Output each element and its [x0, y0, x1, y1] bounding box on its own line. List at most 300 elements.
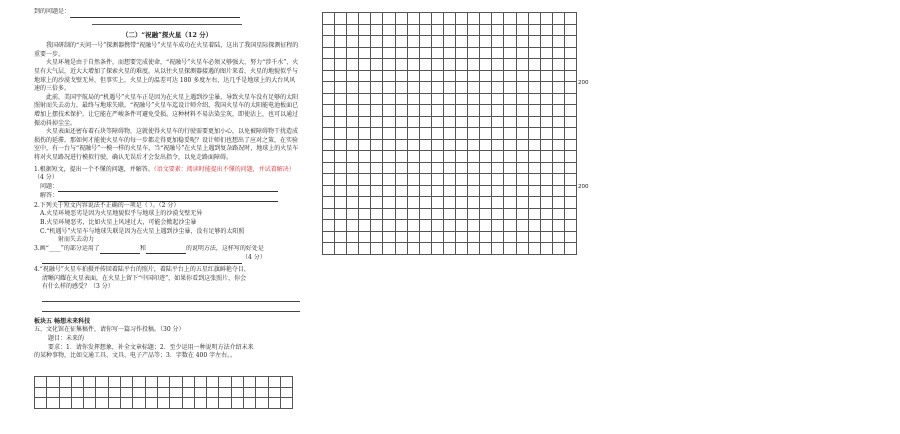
grid-cell[interactable]: [408, 94, 420, 106]
grid-cell[interactable]: [383, 151, 395, 163]
grid-cell[interactable]: [444, 48, 456, 60]
grid-cell[interactable]: [35, 398, 47, 409]
grid-cell[interactable]: [420, 59, 432, 71]
grid-cell[interactable]: [480, 232, 492, 244]
grid-cell[interactable]: [517, 48, 529, 60]
grid-cell[interactable]: [383, 13, 395, 25]
grid-cell[interactable]: [504, 174, 516, 186]
grid-cell[interactable]: [408, 151, 420, 163]
grid-cell[interactable]: [383, 163, 395, 175]
grid-cell[interactable]: [456, 71, 468, 83]
grid-cell[interactable]: [244, 398, 256, 409]
grid-cell[interactable]: [146, 388, 158, 399]
grid-cell[interactable]: [232, 398, 244, 409]
grid-cell[interactable]: [480, 151, 492, 163]
grid-cell[interactable]: [72, 388, 84, 399]
grid-cell[interactable]: [553, 186, 565, 198]
grid-cell[interactable]: [565, 25, 577, 37]
grid-cell[interactable]: [335, 105, 347, 117]
grid-cell[interactable]: [553, 36, 565, 48]
grid-cell[interactable]: [323, 117, 335, 129]
grid-cell[interactable]: [109, 398, 121, 409]
grid-cell[interactable]: [323, 186, 335, 198]
grid-cell[interactable]: [269, 377, 281, 388]
grid-cell[interactable]: [541, 220, 553, 232]
grid-cell[interactable]: [480, 128, 492, 140]
grid-cell[interactable]: [504, 163, 516, 175]
grid-cell[interactable]: [420, 94, 432, 106]
answer-line-2[interactable]: [42, 302, 300, 312]
grid-cell[interactable]: [420, 197, 432, 209]
grid-cell[interactable]: [133, 398, 145, 409]
grid-cell[interactable]: [529, 209, 541, 221]
grid-cell[interactable]: [456, 140, 468, 152]
grid-cell[interactable]: [84, 377, 96, 388]
grid-cell[interactable]: [444, 151, 456, 163]
grid-cell[interactable]: [408, 71, 420, 83]
grid-cell[interactable]: [456, 163, 468, 175]
grid-cell[interactable]: [480, 117, 492, 129]
grid-cell[interactable]: [371, 151, 383, 163]
grid-cell[interactable]: [432, 94, 444, 106]
grid-cell[interactable]: [444, 174, 456, 186]
grid-cell[interactable]: [541, 105, 553, 117]
grid-cell[interactable]: [553, 117, 565, 129]
grid-cell[interactable]: [347, 186, 359, 198]
grid-cell[interactable]: [553, 13, 565, 25]
grid-cell[interactable]: [456, 82, 468, 94]
grid-cell[interactable]: [256, 398, 268, 409]
grid-cell[interactable]: [323, 197, 335, 209]
grid-cell[interactable]: [565, 82, 577, 94]
grid-cell[interactable]: [529, 174, 541, 186]
grid-cell[interactable]: [480, 163, 492, 175]
grid-cell[interactable]: [541, 243, 553, 255]
grid-cell[interactable]: [420, 36, 432, 48]
grid-cell[interactable]: [359, 117, 371, 129]
grid-cell[interactable]: [456, 36, 468, 48]
grid-cell[interactable]: [335, 48, 347, 60]
grid-cell[interactable]: [72, 398, 84, 409]
grid-cell[interactable]: [359, 232, 371, 244]
grid-cell[interactable]: [281, 377, 293, 388]
grid-cell[interactable]: [158, 398, 170, 409]
grid-cell[interactable]: [504, 36, 516, 48]
grid-cell[interactable]: [347, 48, 359, 60]
grid-cell[interactable]: [84, 388, 96, 399]
grid-cell[interactable]: [335, 151, 347, 163]
grid-cell[interactable]: [553, 59, 565, 71]
grid-cell[interactable]: [207, 377, 219, 388]
grid-cell[interactable]: [359, 71, 371, 83]
grid-cell[interactable]: [553, 163, 565, 175]
grid-cell[interactable]: [553, 105, 565, 117]
grid-cell[interactable]: [383, 128, 395, 140]
grid-cell[interactable]: [432, 105, 444, 117]
grid-cell[interactable]: [480, 94, 492, 106]
grid-cell[interactable]: [456, 232, 468, 244]
grid-cell[interactable]: [420, 174, 432, 186]
grid-cell[interactable]: [565, 117, 577, 129]
grid-cell[interactable]: [553, 220, 565, 232]
grid-cell[interactable]: [383, 197, 395, 209]
grid-cell[interactable]: [432, 36, 444, 48]
grid-cell[interactable]: [396, 36, 408, 48]
grid-cell[interactable]: [456, 197, 468, 209]
grid-cell[interactable]: [492, 163, 504, 175]
grid-cell[interactable]: [553, 71, 565, 83]
grid-cell[interactable]: [323, 140, 335, 152]
grid-cell[interactable]: [468, 220, 480, 232]
grid-cell[interactable]: [456, 59, 468, 71]
grid-cell[interactable]: [553, 48, 565, 60]
grid-cell[interactable]: [335, 220, 347, 232]
grid-cell[interactable]: [96, 377, 108, 388]
grid-cell[interactable]: [504, 220, 516, 232]
grid-cell[interactable]: [504, 59, 516, 71]
grid-cell[interactable]: [347, 243, 359, 255]
grid-cell[interactable]: [383, 186, 395, 198]
grid-cell[interactable]: [444, 209, 456, 221]
grid-cell[interactable]: [444, 13, 456, 25]
grid-cell[interactable]: [517, 220, 529, 232]
grid-cell[interactable]: [517, 209, 529, 221]
grid-cell[interactable]: [456, 128, 468, 140]
grid-cell[interactable]: [553, 232, 565, 244]
grid-cell[interactable]: [396, 163, 408, 175]
grid-cell[interactable]: [456, 13, 468, 25]
grid-cell[interactable]: [492, 13, 504, 25]
grid-cell[interactable]: [359, 197, 371, 209]
grid-cell[interactable]: [383, 117, 395, 129]
grid-cell[interactable]: [359, 209, 371, 221]
grid-cell[interactable]: [396, 197, 408, 209]
grid-cell[interactable]: [492, 117, 504, 129]
answer-blank[interactable]: [146, 245, 186, 255]
grid-cell[interactable]: [420, 105, 432, 117]
grid-cell[interactable]: [432, 220, 444, 232]
grid-cell[interactable]: [492, 36, 504, 48]
grid-cell[interactable]: [504, 105, 516, 117]
grid-cell[interactable]: [480, 220, 492, 232]
grid-cell[interactable]: [541, 94, 553, 106]
grid-cell[interactable]: [541, 36, 553, 48]
grid-cell[interactable]: [371, 128, 383, 140]
answer-blank[interactable]: [100, 245, 140, 255]
grid-cell[interactable]: [183, 377, 195, 388]
grid-cell[interactable]: [323, 163, 335, 175]
grid-cell[interactable]: [468, 71, 480, 83]
grid-cell[interactable]: [480, 25, 492, 37]
grid-cell[interactable]: [504, 151, 516, 163]
grid-cell[interactable]: [529, 13, 541, 25]
grid-cell[interactable]: [432, 117, 444, 129]
grid-cell[interactable]: [359, 94, 371, 106]
grid-cell[interactable]: [207, 398, 219, 409]
grid-cell[interactable]: [468, 128, 480, 140]
grid-cell[interactable]: [371, 71, 383, 83]
grid-cell[interactable]: [347, 197, 359, 209]
grid-cell[interactable]: [420, 128, 432, 140]
grid-cell[interactable]: [504, 48, 516, 60]
grid-cell[interactable]: [35, 377, 47, 388]
grid-cell[interactable]: [504, 232, 516, 244]
grid-cell[interactable]: [529, 232, 541, 244]
grid-cell[interactable]: [504, 13, 516, 25]
grid-cell[interactable]: [359, 140, 371, 152]
grid-cell[interactable]: [232, 377, 244, 388]
grid-cell[interactable]: [517, 197, 529, 209]
grid-cell[interactable]: [504, 209, 516, 221]
grid-cell[interactable]: [359, 13, 371, 25]
grid-cell[interactable]: [323, 243, 335, 255]
grid-cell[interactable]: [553, 25, 565, 37]
grid-cell[interactable]: [504, 25, 516, 37]
grid-cell[interactable]: [420, 163, 432, 175]
grid-cell[interactable]: [371, 25, 383, 37]
grid-cell[interactable]: [170, 398, 182, 409]
grid-cell[interactable]: [541, 140, 553, 152]
grid-cell[interactable]: [408, 209, 420, 221]
grid-cell[interactable]: [432, 197, 444, 209]
grid-cell[interactable]: [359, 59, 371, 71]
grid-cell[interactable]: [541, 13, 553, 25]
grid-cell[interactable]: [109, 388, 121, 399]
grid-cell[interactable]: [347, 82, 359, 94]
grid-cell[interactable]: [396, 71, 408, 83]
grid-cell[interactable]: [335, 71, 347, 83]
essay-grid-large[interactable]: [322, 12, 577, 255]
grid-cell[interactable]: [492, 243, 504, 255]
grid-cell[interactable]: [408, 128, 420, 140]
grid-cell[interactable]: [492, 82, 504, 94]
grid-cell[interactable]: [60, 388, 72, 399]
grid-cell[interactable]: [408, 174, 420, 186]
grid-cell[interactable]: [335, 186, 347, 198]
grid-cell[interactable]: [323, 36, 335, 48]
grid-cell[interactable]: [323, 48, 335, 60]
grid-cell[interactable]: [359, 220, 371, 232]
grid-cell[interactable]: [468, 36, 480, 48]
grid-cell[interactable]: [371, 186, 383, 198]
grid-cell[interactable]: [408, 232, 420, 244]
grid-cell[interactable]: [444, 186, 456, 198]
grid-cell[interactable]: [195, 398, 207, 409]
grid-cell[interactable]: [444, 243, 456, 255]
grid-cell[interactable]: [529, 243, 541, 255]
grid-cell[interactable]: [347, 13, 359, 25]
grid-cell[interactable]: [408, 197, 420, 209]
grid-cell[interactable]: [347, 220, 359, 232]
grid-cell[interactable]: [133, 377, 145, 388]
grid-cell[interactable]: [529, 48, 541, 60]
grid-cell[interactable]: [444, 59, 456, 71]
grid-cell[interactable]: [492, 94, 504, 106]
grid-cell[interactable]: [444, 128, 456, 140]
grid-cell[interactable]: [347, 59, 359, 71]
grid-cell[interactable]: [432, 13, 444, 25]
grid-cell[interactable]: [492, 140, 504, 152]
grid-cell[interactable]: [420, 186, 432, 198]
grid-cell[interactable]: [456, 94, 468, 106]
grid-cell[interactable]: [517, 232, 529, 244]
grid-cell[interactable]: [492, 197, 504, 209]
grid-cell[interactable]: [468, 209, 480, 221]
grid-cell[interactable]: [480, 48, 492, 60]
grid-cell[interactable]: [371, 36, 383, 48]
grid-cell[interactable]: [371, 59, 383, 71]
grid-cell[interactable]: [420, 140, 432, 152]
grid-cell[interactable]: [195, 377, 207, 388]
grid-cell[interactable]: [408, 186, 420, 198]
grid-cell[interactable]: [323, 94, 335, 106]
grid-cell[interactable]: [492, 209, 504, 221]
grid-cell[interactable]: [565, 243, 577, 255]
grid-cell[interactable]: [565, 140, 577, 152]
grid-cell[interactable]: [565, 36, 577, 48]
grid-cell[interactable]: [553, 209, 565, 221]
grid-cell[interactable]: [359, 82, 371, 94]
grid-cell[interactable]: [323, 105, 335, 117]
grid-cell[interactable]: [232, 388, 244, 399]
grid-cell[interactable]: [359, 163, 371, 175]
grid-cell[interactable]: [60, 377, 72, 388]
grid-cell[interactable]: [420, 48, 432, 60]
grid-cell[interactable]: [47, 398, 59, 409]
grid-cell[interactable]: [504, 82, 516, 94]
grid-cell[interactable]: [371, 220, 383, 232]
grid-cell[interactable]: [468, 151, 480, 163]
grid-cell[interactable]: [517, 25, 529, 37]
grid-cell[interactable]: [456, 174, 468, 186]
grid-cell[interactable]: [517, 59, 529, 71]
grid-cell[interactable]: [396, 243, 408, 255]
grid-cell[interactable]: [456, 105, 468, 117]
grid-cell[interactable]: [269, 388, 281, 399]
grid-cell[interactable]: [517, 105, 529, 117]
grid-cell[interactable]: [383, 105, 395, 117]
grid-cell[interactable]: [565, 197, 577, 209]
grid-cell[interactable]: [335, 174, 347, 186]
grid-cell[interactable]: [480, 59, 492, 71]
grid-cell[interactable]: [335, 128, 347, 140]
grid-cell[interactable]: [408, 163, 420, 175]
grid-cell[interactable]: [456, 25, 468, 37]
grid-cell[interactable]: [504, 243, 516, 255]
grid-cell[interactable]: [323, 220, 335, 232]
grid-cell[interactable]: [504, 186, 516, 198]
grid-cell[interactable]: [335, 232, 347, 244]
grid-cell[interactable]: [35, 388, 47, 399]
grid-cell[interactable]: [504, 128, 516, 140]
grid-cell[interactable]: [335, 243, 347, 255]
grid-cell[interactable]: [444, 197, 456, 209]
grid-cell[interactable]: [541, 232, 553, 244]
grid-cell[interactable]: [565, 209, 577, 221]
grid-cell[interactable]: [492, 174, 504, 186]
grid-cell[interactable]: [468, 163, 480, 175]
grid-cell[interactable]: [383, 48, 395, 60]
grid-cell[interactable]: [146, 377, 158, 388]
grid-cell[interactable]: [371, 140, 383, 152]
grid-cell[interactable]: [396, 232, 408, 244]
grid-cell[interactable]: [335, 117, 347, 129]
grid-cell[interactable]: [468, 13, 480, 25]
grid-cell[interactable]: [517, 94, 529, 106]
grid-cell[interactable]: [347, 151, 359, 163]
grid-cell[interactable]: [371, 243, 383, 255]
grid-cell[interactable]: [371, 105, 383, 117]
grid-cell[interactable]: [383, 220, 395, 232]
grid-cell[interactable]: [492, 220, 504, 232]
grid-cell[interactable]: [323, 232, 335, 244]
grid-cell[interactable]: [432, 151, 444, 163]
grid-cell[interactable]: [420, 220, 432, 232]
grid-cell[interactable]: [207, 388, 219, 399]
grid-cell[interactable]: [323, 13, 335, 25]
grid-cell[interactable]: [420, 82, 432, 94]
grid-cell[interactable]: [456, 220, 468, 232]
grid-cell[interactable]: [408, 105, 420, 117]
grid-cell[interactable]: [359, 48, 371, 60]
grid-cell[interactable]: [121, 388, 133, 399]
grid-cell[interactable]: [444, 82, 456, 94]
grid-cell[interactable]: [359, 151, 371, 163]
grid-cell[interactable]: [565, 232, 577, 244]
grid-cell[interactable]: [456, 48, 468, 60]
grid-cell[interactable]: [170, 377, 182, 388]
grid-cell[interactable]: [408, 243, 420, 255]
grid-cell[interactable]: [541, 163, 553, 175]
grid-cell[interactable]: [504, 140, 516, 152]
grid-cell[interactable]: [359, 243, 371, 255]
grid-cell[interactable]: [517, 82, 529, 94]
grid-cell[interactable]: [480, 36, 492, 48]
grid-cell[interactable]: [347, 128, 359, 140]
grid-cell[interactable]: [420, 117, 432, 129]
grid-cell[interactable]: [371, 94, 383, 106]
grid-cell[interactable]: [408, 140, 420, 152]
grid-cell[interactable]: [468, 140, 480, 152]
grid-cell[interactable]: [541, 209, 553, 221]
grid-cell[interactable]: [383, 59, 395, 71]
grid-cell[interactable]: [347, 140, 359, 152]
grid-cell[interactable]: [517, 174, 529, 186]
grid-cell[interactable]: [529, 59, 541, 71]
grid-cell[interactable]: [444, 140, 456, 152]
grid-cell[interactable]: [432, 163, 444, 175]
grid-cell[interactable]: [396, 25, 408, 37]
grid-cell[interactable]: [541, 59, 553, 71]
grid-cell[interactable]: [468, 197, 480, 209]
grid-cell[interactable]: [269, 398, 281, 409]
grid-cell[interactable]: [541, 174, 553, 186]
grid-cell[interactable]: [529, 117, 541, 129]
grid-cell[interactable]: [323, 71, 335, 83]
grid-cell[interactable]: [432, 48, 444, 60]
grid-cell[interactable]: [396, 117, 408, 129]
grid-cell[interactable]: [432, 25, 444, 37]
grid-cell[interactable]: [347, 117, 359, 129]
answer-line-1[interactable]: [42, 292, 300, 302]
grid-cell[interactable]: [383, 25, 395, 37]
grid-cell[interactable]: [468, 174, 480, 186]
grid-cell[interactable]: [347, 71, 359, 83]
grid-cell[interactable]: [456, 243, 468, 255]
grid-cell[interactable]: [492, 186, 504, 198]
grid-cell[interactable]: [146, 398, 158, 409]
grid-cell[interactable]: [371, 232, 383, 244]
